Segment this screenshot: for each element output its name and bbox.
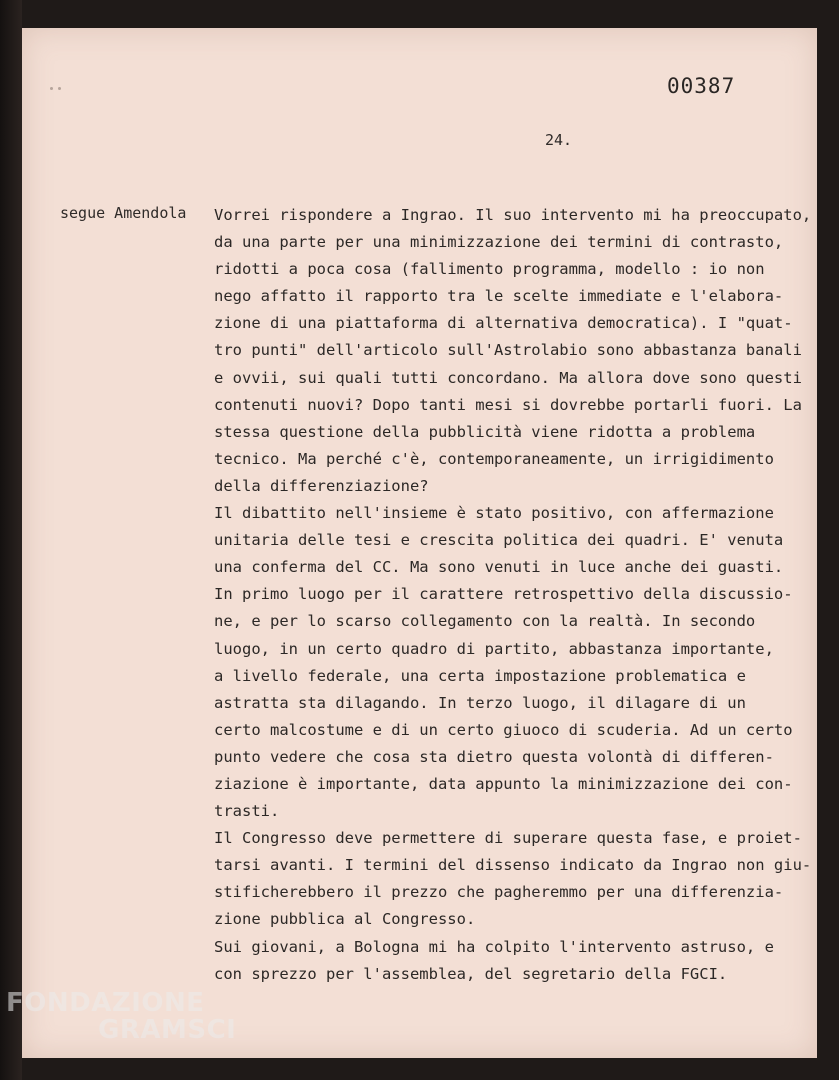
page-edge-shadow <box>0 0 22 1080</box>
archive-number: 00387 <box>667 74 736 98</box>
text-line: ziazione è importante, data appunto la minimizzazione dei con- <box>214 774 793 793</box>
text-line: zione pubblica al Congresso. <box>214 910 476 929</box>
paper-speck <box>58 87 61 90</box>
text-line: stessa questione della pubblicità viene ridotta a problema <box>214 422 756 441</box>
text-line: Vorrei rispondere a Ingrao. Il suo intervento mi ha preoccupato, <box>214 206 812 224</box>
text-line: certo malcostume e di un certo giuoco di scuderia. Ad un certo <box>214 720 793 739</box>
text-line: luogo, in un certo quadro di partito, abbastanza importante, <box>214 639 774 658</box>
text-line: unitaria delle tesi e crescita politica dei quadri. E' venuta <box>214 531 784 550</box>
watermark-line-2: GRAMSCI <box>98 1015 237 1045</box>
text-line: tro punti" dell'articolo sull'Astrolabio sono abbastanza banali <box>214 341 802 360</box>
text-line: stificherebbero il prezzo che pagheremmo per una differenzia- <box>214 883 784 902</box>
text-line: Il dibattito nell'insieme è stato positivo, con affermazione <box>214 504 774 523</box>
text-line: a livello federale, una certa impostazione problematica e <box>214 666 746 685</box>
watermark-line-1: FONDAZIONE <box>6 988 205 1018</box>
text-line: punto vedere che cosa sta dietro questa volontà di differen- <box>214 747 774 766</box>
page-number: 24. <box>545 131 573 149</box>
text-line: In primo luogo per il carattere retrospettivo della discussio- <box>214 585 793 604</box>
text-line: contenuti nuovi? Dopo tanti mesi si dovrebbe portarli fuori. La <box>214 395 802 414</box>
text-line: ridotti a poca cosa (fallimento programma, modello : io non <box>214 260 765 279</box>
text-line: trasti. <box>214 802 280 821</box>
paper-speck <box>50 87 53 90</box>
text-line: e ovvii, sui quali tutti concordano. Ma allora dove sono questi <box>214 368 802 387</box>
fondazione-gramsci-watermark <box>6 990 236 1044</box>
text-line: con sprezzo per l'assemblea, del segretario della FGCI. <box>214 964 728 983</box>
text-line: astratta sta dilagando. In terzo luogo, il dilagare di un <box>214 693 746 712</box>
speaker-label: segue Amendola <box>60 204 187 222</box>
text-line: Il Congresso deve permettere di superare questa fase, e proiet- <box>214 829 802 848</box>
text-line: da una parte per una minimizzazione dei termini di contrasto, <box>214 233 784 252</box>
text-line: ne, e per lo scarso collegamento con la realtà. In secondo <box>214 612 756 631</box>
typed-body-text <box>214 202 824 988</box>
text-line: tecnico. Ma perché c'è, contemporaneamente, un irrigidimento <box>214 449 774 468</box>
text-line: una conferma del CC. Ma sono venuti in luce anche dei guasti. <box>214 558 784 577</box>
text-line: Sui giovani, a Bologna mi ha colpito l'intervento astruso, e <box>214 937 774 956</box>
text-line: tarsi avanti. I termini del dissenso indicato da Ingrao non giu- <box>214 856 812 875</box>
text-line: della differenziazione? <box>214 476 429 495</box>
text-line: zione di una piattaforma di alternativa democratica). I "quat- <box>214 314 793 333</box>
text-line: nego affatto il rapporto tra le scelte immediate e l'elabora- <box>214 287 784 306</box>
